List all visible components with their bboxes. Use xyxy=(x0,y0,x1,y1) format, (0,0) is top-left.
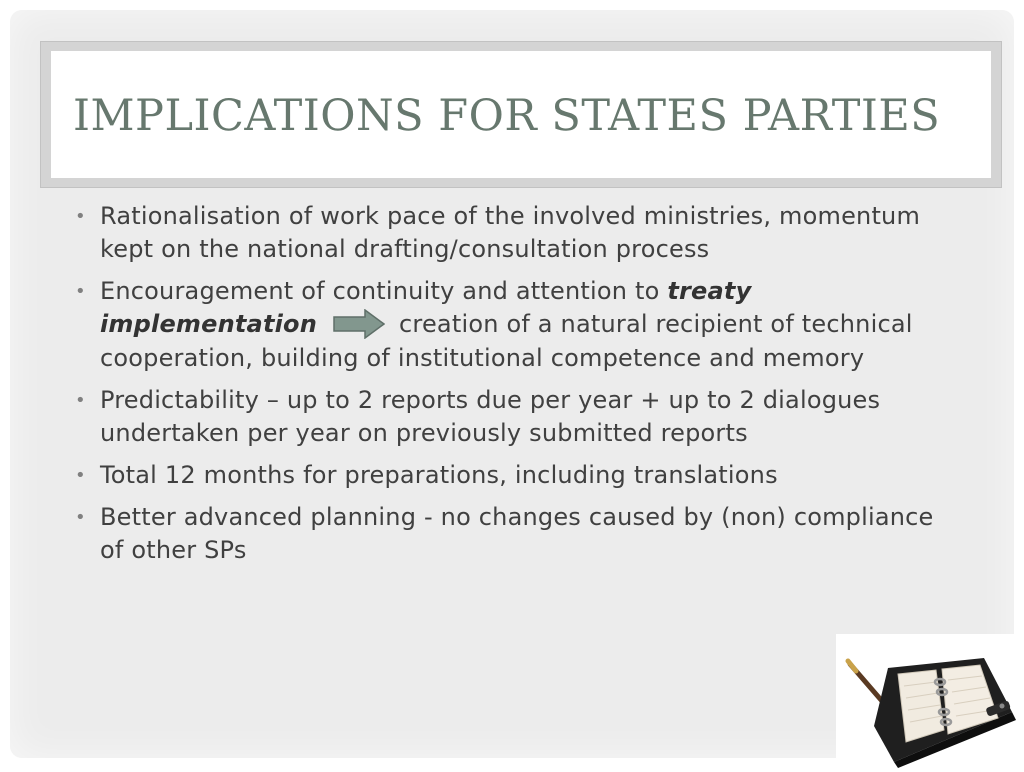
bullet-icon: • xyxy=(75,281,86,302)
bullet-text-5: Better advanced planning - no changes caused by (non) compliance of other SPs xyxy=(100,502,934,564)
bullet-text-2-pre: Encouragement of continuity and attention to xyxy=(100,277,668,305)
bullet-item-4 xyxy=(70,459,950,492)
planner-organizer-icon xyxy=(836,634,1024,768)
bullet-text-2-emphasis: treaty implementation xyxy=(100,277,752,338)
bullet-icon: • xyxy=(75,464,86,486)
title-frame xyxy=(40,41,1002,188)
bullet-list xyxy=(70,200,950,576)
slide-title: IMPLICATIONS FOR STATES PARTIES xyxy=(73,91,941,141)
planner-image xyxy=(836,634,1024,768)
bullet-text-4: Total 12 months for preparations, including translations xyxy=(100,460,778,489)
bullet-item-3 xyxy=(70,384,950,450)
bullet-item-5 xyxy=(70,501,950,567)
bullet-icon: • xyxy=(75,506,86,528)
bullet-item-1 xyxy=(70,200,950,266)
bullet-text-3: Predictability – up to 2 reports due per year + up to 2 dialogues undertaken per year on previously submitted reports xyxy=(100,385,881,447)
bullet-text-1: Rationalisation of work pace of the involved ministries, momentum kept on the national drafting/consultation process xyxy=(100,202,921,263)
bullet-icon: • xyxy=(75,206,86,227)
right-arrow-icon xyxy=(333,309,385,339)
bullet-text-2-post: creation of a natural recipient of technical cooperation, building of institutional competence and memory xyxy=(100,310,913,372)
title-box xyxy=(51,51,991,178)
bullet-icon: • xyxy=(75,389,86,411)
bullet-item-2 xyxy=(70,275,950,375)
